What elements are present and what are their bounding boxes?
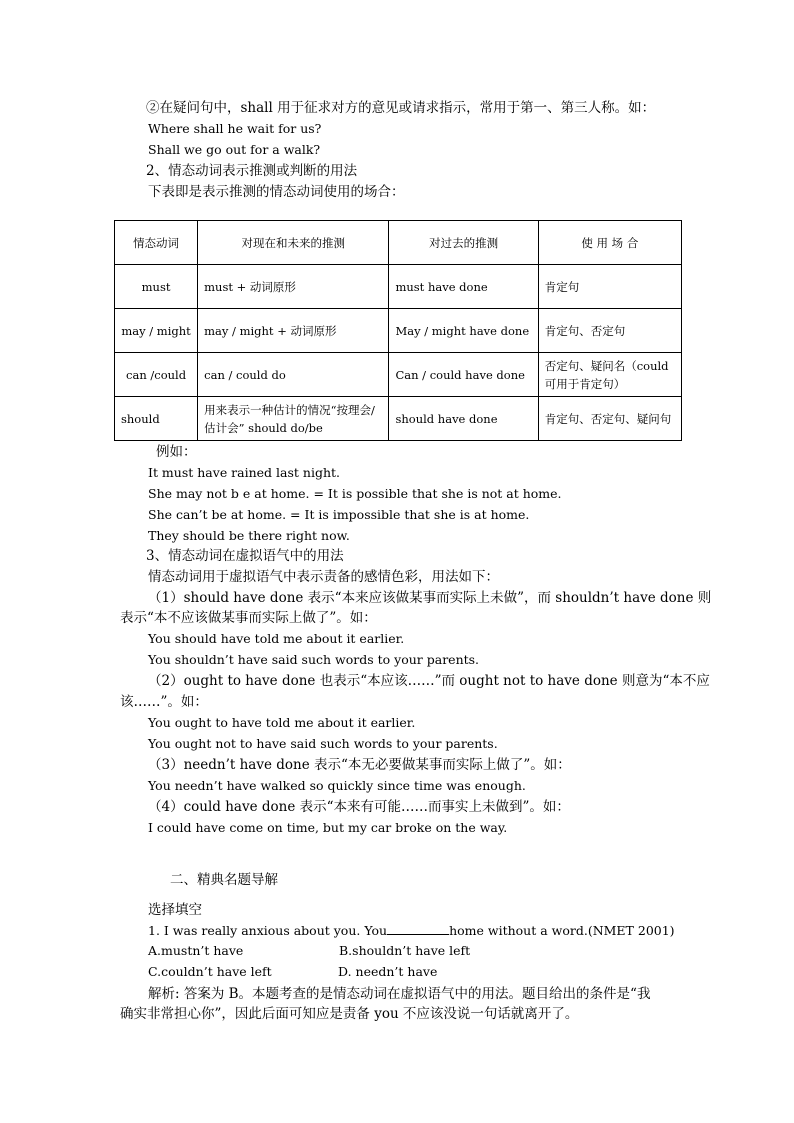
table-header-cell: 对现在和未来的推测 xyxy=(198,221,389,265)
modal-verb-table xyxy=(114,220,682,441)
answer-blank xyxy=(387,922,449,935)
table-header-row xyxy=(115,221,682,265)
table-header-cell: 对过去的推测 xyxy=(389,221,538,265)
example-sentence: She may not b e at home. = It is possible that she is not at home. xyxy=(148,486,562,501)
table-cell: must + 动词原形 xyxy=(198,265,389,309)
table-cell: 否定句、疑问名（could 可用于肯定句） xyxy=(538,353,681,397)
option-b: B.shouldn’t have left xyxy=(339,943,471,958)
example-sentence: It must have rained last night. xyxy=(148,465,340,480)
option-c: C.couldn’t have left xyxy=(148,964,272,979)
section-description: 下表即是表示推测的情态动词使用的场合： xyxy=(148,184,405,200)
table-cell: 肯定句、否定句、疑问句 xyxy=(538,397,681,441)
table-cell: can / could do xyxy=(198,353,389,397)
table-cell: 肯定句 xyxy=(538,265,681,309)
example-sentence: You ought not to have said such words to your parents. xyxy=(148,736,498,751)
table-cell: May / might have done xyxy=(389,309,538,353)
example-sentence: You needn’t have walked so quickly since time was enough. xyxy=(148,778,526,793)
section-heading: 3、情态动词在虚拟语气中的用法 xyxy=(146,548,344,564)
table-header-cell: 使 用 场 合 xyxy=(538,221,681,265)
example-sentence: I could have come on time, but my car broke on the way. xyxy=(148,820,508,835)
example-sentence: Where shall he wait for us? xyxy=(148,121,322,136)
table-cell: must have done xyxy=(389,265,538,309)
example-sentence: You shouldn’t have said such words to your parents. xyxy=(148,652,480,667)
option-d: D. needn’t have xyxy=(338,964,438,979)
usage-rule-text: （1）should have done 表示“本来应该做某事而实际上未做”，而 shouldn’t have done 则 xyxy=(148,590,712,606)
table-header-cell: 情态动词 xyxy=(115,221,198,265)
table-cell: should have done xyxy=(389,397,538,441)
usage-rule-text: （4）could have done 表示“本来有可能……而事实上未做到”。如： xyxy=(148,799,570,815)
analysis-text: 解析: 答案为 B。本题考查的是情态动词在虚拟语气中的用法。题目给出的条件是“我 xyxy=(148,986,651,1002)
table-cell: must xyxy=(115,265,198,309)
example-sentence: Shall we go out for a walk? xyxy=(148,142,321,157)
table-cell: 肯定句、否定句 xyxy=(538,309,681,353)
question-text xyxy=(148,921,675,941)
table-cell: may / might + 动词原形 xyxy=(198,309,389,353)
table-row xyxy=(115,353,682,397)
shall-rule-text: ②在疑问句中，shall 用于征求对方的意见或请求指示，常用于第一、第三人称。如： xyxy=(146,100,656,116)
table-row xyxy=(115,309,682,353)
example-sentence: You should have told me about it earlier. xyxy=(148,631,405,646)
question-prefix: 1. I was really anxious about you. You xyxy=(148,923,388,938)
exercise-subtitle: 选择填空 xyxy=(148,902,202,918)
section-heading: 2、情态动词表示推测或判断的用法 xyxy=(146,163,358,179)
analysis-text: 确实非常担心你”，因此后面可知应是责备 you 不应该没说一句话就离开了。 xyxy=(120,1006,579,1022)
section-description: 情态动词用于虚拟语气中表示责备的感情色彩，用法如下： xyxy=(148,569,499,585)
table-cell: should xyxy=(115,397,198,441)
usage-rule-text: （2）ought to have done 也表示“本应该……”而 ought not to have done 则意为“本不应 xyxy=(148,673,710,689)
table-cell: may / might xyxy=(115,309,198,353)
question-suffix: home without a word.(NMET 2001) xyxy=(449,923,675,938)
example-sentence: You ought to have told me about it earlier. xyxy=(148,715,416,730)
usage-rule-text: 该……”。如： xyxy=(120,694,208,710)
table-row xyxy=(115,265,682,309)
table-row xyxy=(115,397,682,441)
example-sentence: She can’t be at home. = It is impossible that she is at home. xyxy=(148,507,530,522)
usage-rule-text: 表示“本不应该做某事而实际上做了”。如： xyxy=(120,610,377,626)
table-cell: Can / could have done xyxy=(389,353,538,397)
option-a: A.mustn’t have xyxy=(148,943,244,958)
examples-label: 例如： xyxy=(156,444,197,460)
table-cell: can /could xyxy=(115,353,198,397)
table-cell: 用来表示一种估计的情况“按理会/估计会” should do/be xyxy=(198,397,389,441)
part-heading: 二、精典名题导解 xyxy=(170,872,278,888)
example-sentence: They should be there right now. xyxy=(148,528,350,543)
usage-rule-text: （3）needn’t have done 表示“本无必要做某事而实际上做了”。如： xyxy=(148,757,571,773)
